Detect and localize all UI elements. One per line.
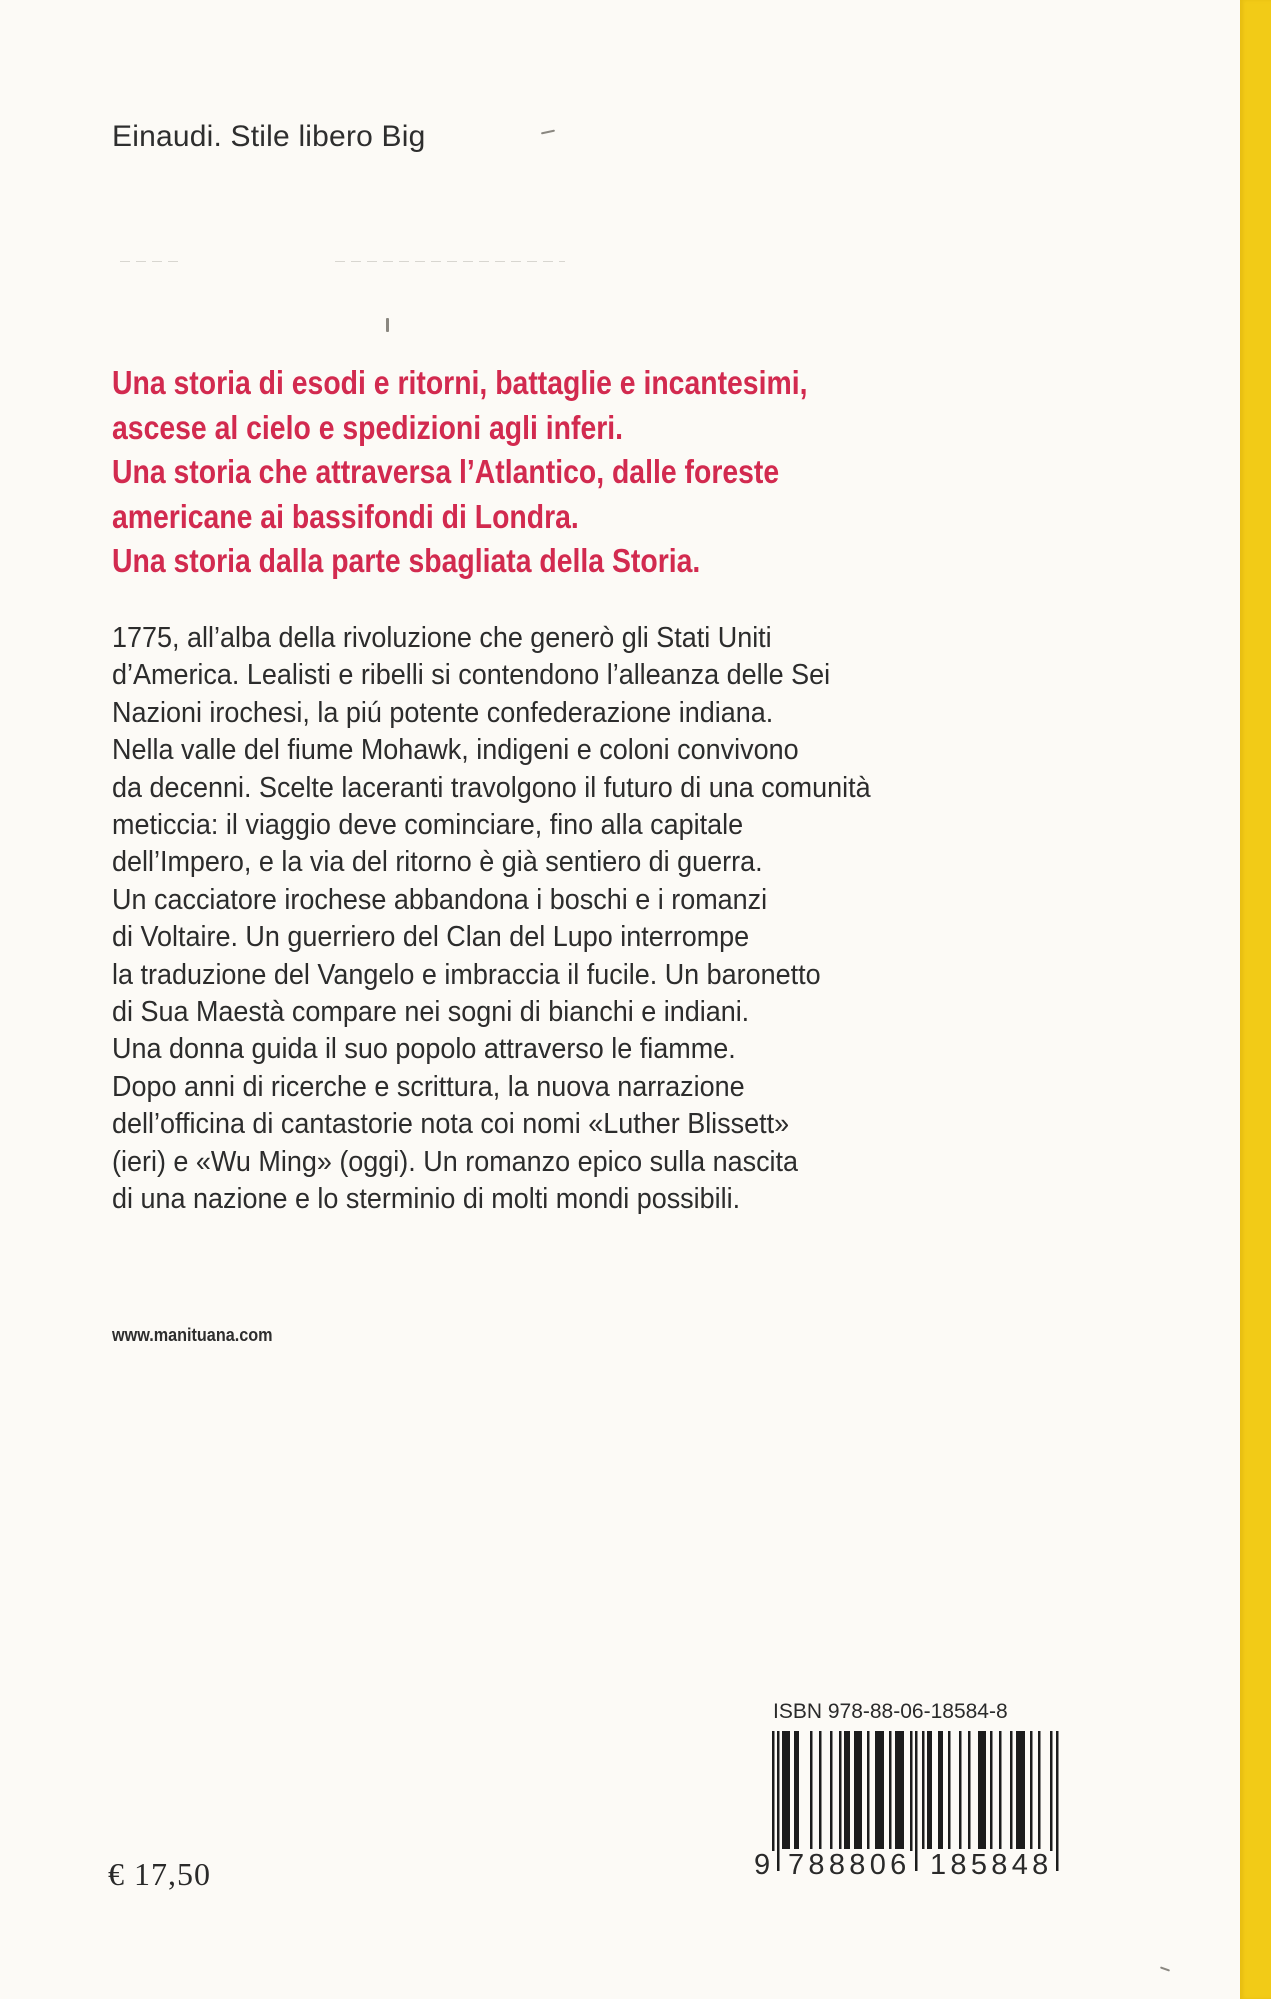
tagline-line: americane ai bassifondi di Londra. (112, 497, 579, 535)
blurb-line: Nazioni irochesi, la piú potente confederazione indiana. (112, 696, 774, 729)
blurb-line: Nella valle del fiume Mohawk, indigeni e coloni convivono (112, 734, 799, 767)
paper-speck (1160, 1966, 1170, 1971)
blurb-line: Una donna guida il suo popolo attraverso le fiamme. (112, 1033, 736, 1066)
paper-speck (386, 318, 389, 332)
blurb-line: la traduzione del Vangelo e imbraccia il fucile. Un baronetto (112, 958, 821, 991)
blurb-line: (ieri) e «Wu Ming» (oggi). Un romanzo epico sulla nascita (112, 1145, 799, 1178)
blurb-line: d’America. Lealisti e ribelli si contendono l’alleanza delle Sei (112, 659, 831, 692)
tagline-line: Una storia che attraversa l’Atlantico, dalle foreste (112, 453, 780, 490)
spine-edge (1240, 0, 1271, 1999)
tagline-line: Una storia di esodi e ritorni, battaglie e incantesimi, (112, 364, 808, 401)
blurb-line: Dopo anni di ricerche e scrittura, la nuova narrazione (112, 1070, 745, 1103)
barcode-digit-first: 9 (754, 1849, 774, 1881)
blurb-line: dell’officina di cantastorie nota coi nomi «Luther Blissett» (112, 1108, 790, 1141)
tagline-line: ascese al cielo e spedizioni agli inferi. (112, 408, 624, 446)
blurb-line: 1775, all’alba della rivoluzione che generò gli Stati Uniti (112, 622, 772, 654)
barcode-digits-right: 185848 (930, 1849, 1053, 1881)
faint-rule (120, 261, 180, 262)
paper-speck (541, 130, 555, 135)
series-title: Einaudi. Stile libero Big (112, 120, 426, 153)
blurb-line: di Sua Maestà compare nei sogni di bianchi e indiani. (112, 996, 750, 1029)
blurb-line: di una nazione e lo sterminio di molti mondi possibili. (112, 1183, 741, 1216)
blurb-line: meticcia: il viaggio deve cominciare, fino alla capitale (112, 809, 744, 842)
website-link[interactable]: www.manituana.com (112, 1325, 273, 1345)
price: € 17,50 (108, 1856, 211, 1892)
faint-rule (335, 261, 565, 262)
barcode-digits-left: 788806 (788, 1849, 911, 1881)
blurb-line: da decenni. Scelte laceranti travolgono il futuro di una comunità (112, 771, 871, 804)
isbn-label: ISBN 978-88-06-18584-8 (773, 1700, 1008, 1723)
blurb-line: Un cacciatore irochese abbandona i boschi e i romanzi (112, 883, 768, 916)
blurb-line: di Voltaire. Un guerriero del Clan del Lupo interrompe (112, 921, 750, 954)
tagline (112, 361, 807, 584)
tagline-line: Una storia dalla parte sbagliata della Storia. (112, 542, 701, 579)
blurb (112, 620, 871, 1219)
blurb-line: dell’Impero, e la via del ritorno è già sentiero di guerra. (112, 846, 763, 879)
